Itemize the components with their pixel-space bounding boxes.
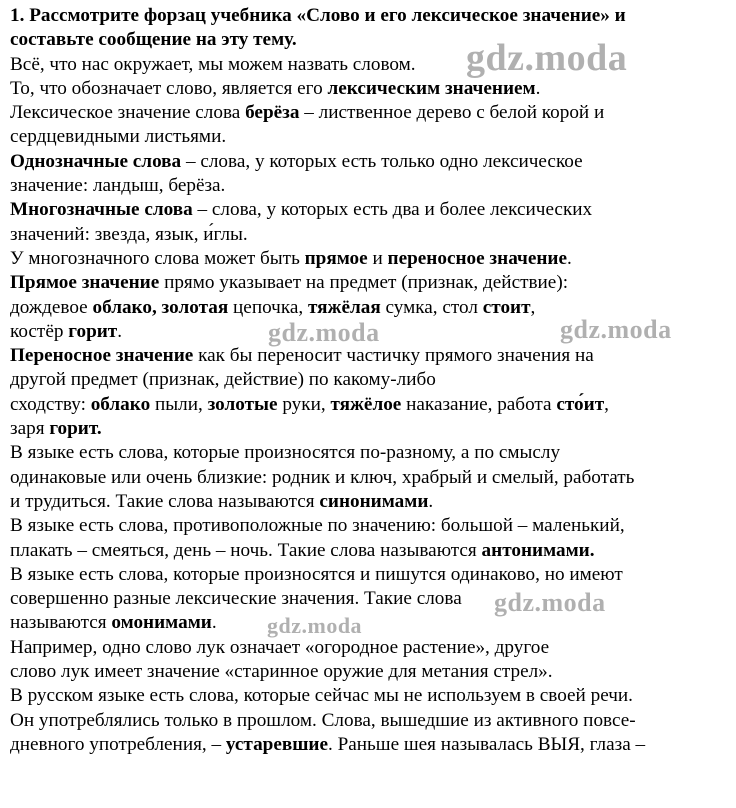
- text-line: значений: звезда, язык, и́глы.: [10, 223, 248, 245]
- text-line: совершенно разные лексические значения. Такие слова: [10, 588, 462, 610]
- text-line: У многозначного слова может быть прямое и переносное значение.: [10, 247, 572, 269]
- text-line: слово лук имеет значение «старинное оружие для метания стрел».: [10, 661, 553, 683]
- text-line: Многозначные слова – слова, у которых есть два и более лексических: [10, 199, 593, 221]
- exercise-title-line-1: 1. Рассмотрите форзац учебника «Слово и его лексическое значение» и: [10, 5, 626, 26]
- text-line: одинаковые или очень близкие: родник и ключ, храбрый и смелый, работать: [10, 466, 635, 488]
- text-line: В языке есть слова, которые произносятся и пишутся одинаково, но имеют: [10, 563, 623, 585]
- text-line: сходству: облако пыли, золотые руки, тяжёлое наказание, работа сто́ит,: [10, 393, 609, 415]
- text-line: заря горит.: [10, 418, 102, 440]
- text-line: и трудиться. Такие слова называются синонимами.: [10, 490, 434, 512]
- text-line: В языке есть слова, противоположные по значению: большой – маленький,: [10, 515, 625, 537]
- text-line: Переносное значение как бы переносит частичку прямого значения на: [10, 345, 594, 367]
- text-line: Например, одно слово лук означает «огородное растение», другое: [10, 636, 550, 658]
- text-line: называются омонимами.: [10, 612, 217, 634]
- text-line: Он употреблялись только в прошлом. Слова, вышедшие из активного повсе-: [10, 709, 636, 731]
- text-line: Всё, что нас окружает, мы можем назвать словом.: [10, 53, 416, 75]
- text-line: То, что обозначает слово, является его лексическим значением.: [10, 77, 541, 99]
- text-line: другой предмет (признак, действие) по какому-либо: [10, 369, 436, 391]
- text-line: сердцевидными листьями.: [10, 126, 227, 148]
- text-line: В русском языке есть слова, которые сейчас мы не используем в своей речи.: [10, 685, 633, 707]
- exercise-title-line-2: составьте сообщение на эту тему.: [10, 29, 297, 51]
- text-line: Лексическое значение слова берёза – лиственное дерево с белой корой и: [10, 102, 605, 124]
- watermark: gdz.moda: [267, 613, 363, 638]
- watermark: gdz.moda: [560, 315, 672, 344]
- text-line: дневного употребления, – устаревшие. Раньше шея называлась ВЫЯ, глаза –: [10, 733, 646, 755]
- watermark: gdz.moda: [466, 37, 628, 79]
- exercise-text: [10, 4, 732, 757]
- text-line: костёр горит.: [10, 320, 123, 342]
- text-line: Прямое значение прямо указывает на предмет (признак, действие):: [10, 272, 569, 294]
- text-line: плакать – смеяться, день – ночь. Такие слова называются антонимами.: [10, 539, 595, 561]
- watermark: gdz.moda: [268, 318, 380, 347]
- text-line: В языке есть слова, которые произносятся по-разному, а по смыслу: [10, 442, 561, 464]
- text-line: значение: ландыш, берёза.: [10, 175, 226, 197]
- text-line: Однозначные слова – слова, у которых есть только одно лексическое: [10, 150, 583, 172]
- watermark: gdz.moda: [494, 588, 606, 617]
- text-line: дождевое облако, золотая цепочка, тяжёлая сумка, стол стоит,: [10, 296, 536, 318]
